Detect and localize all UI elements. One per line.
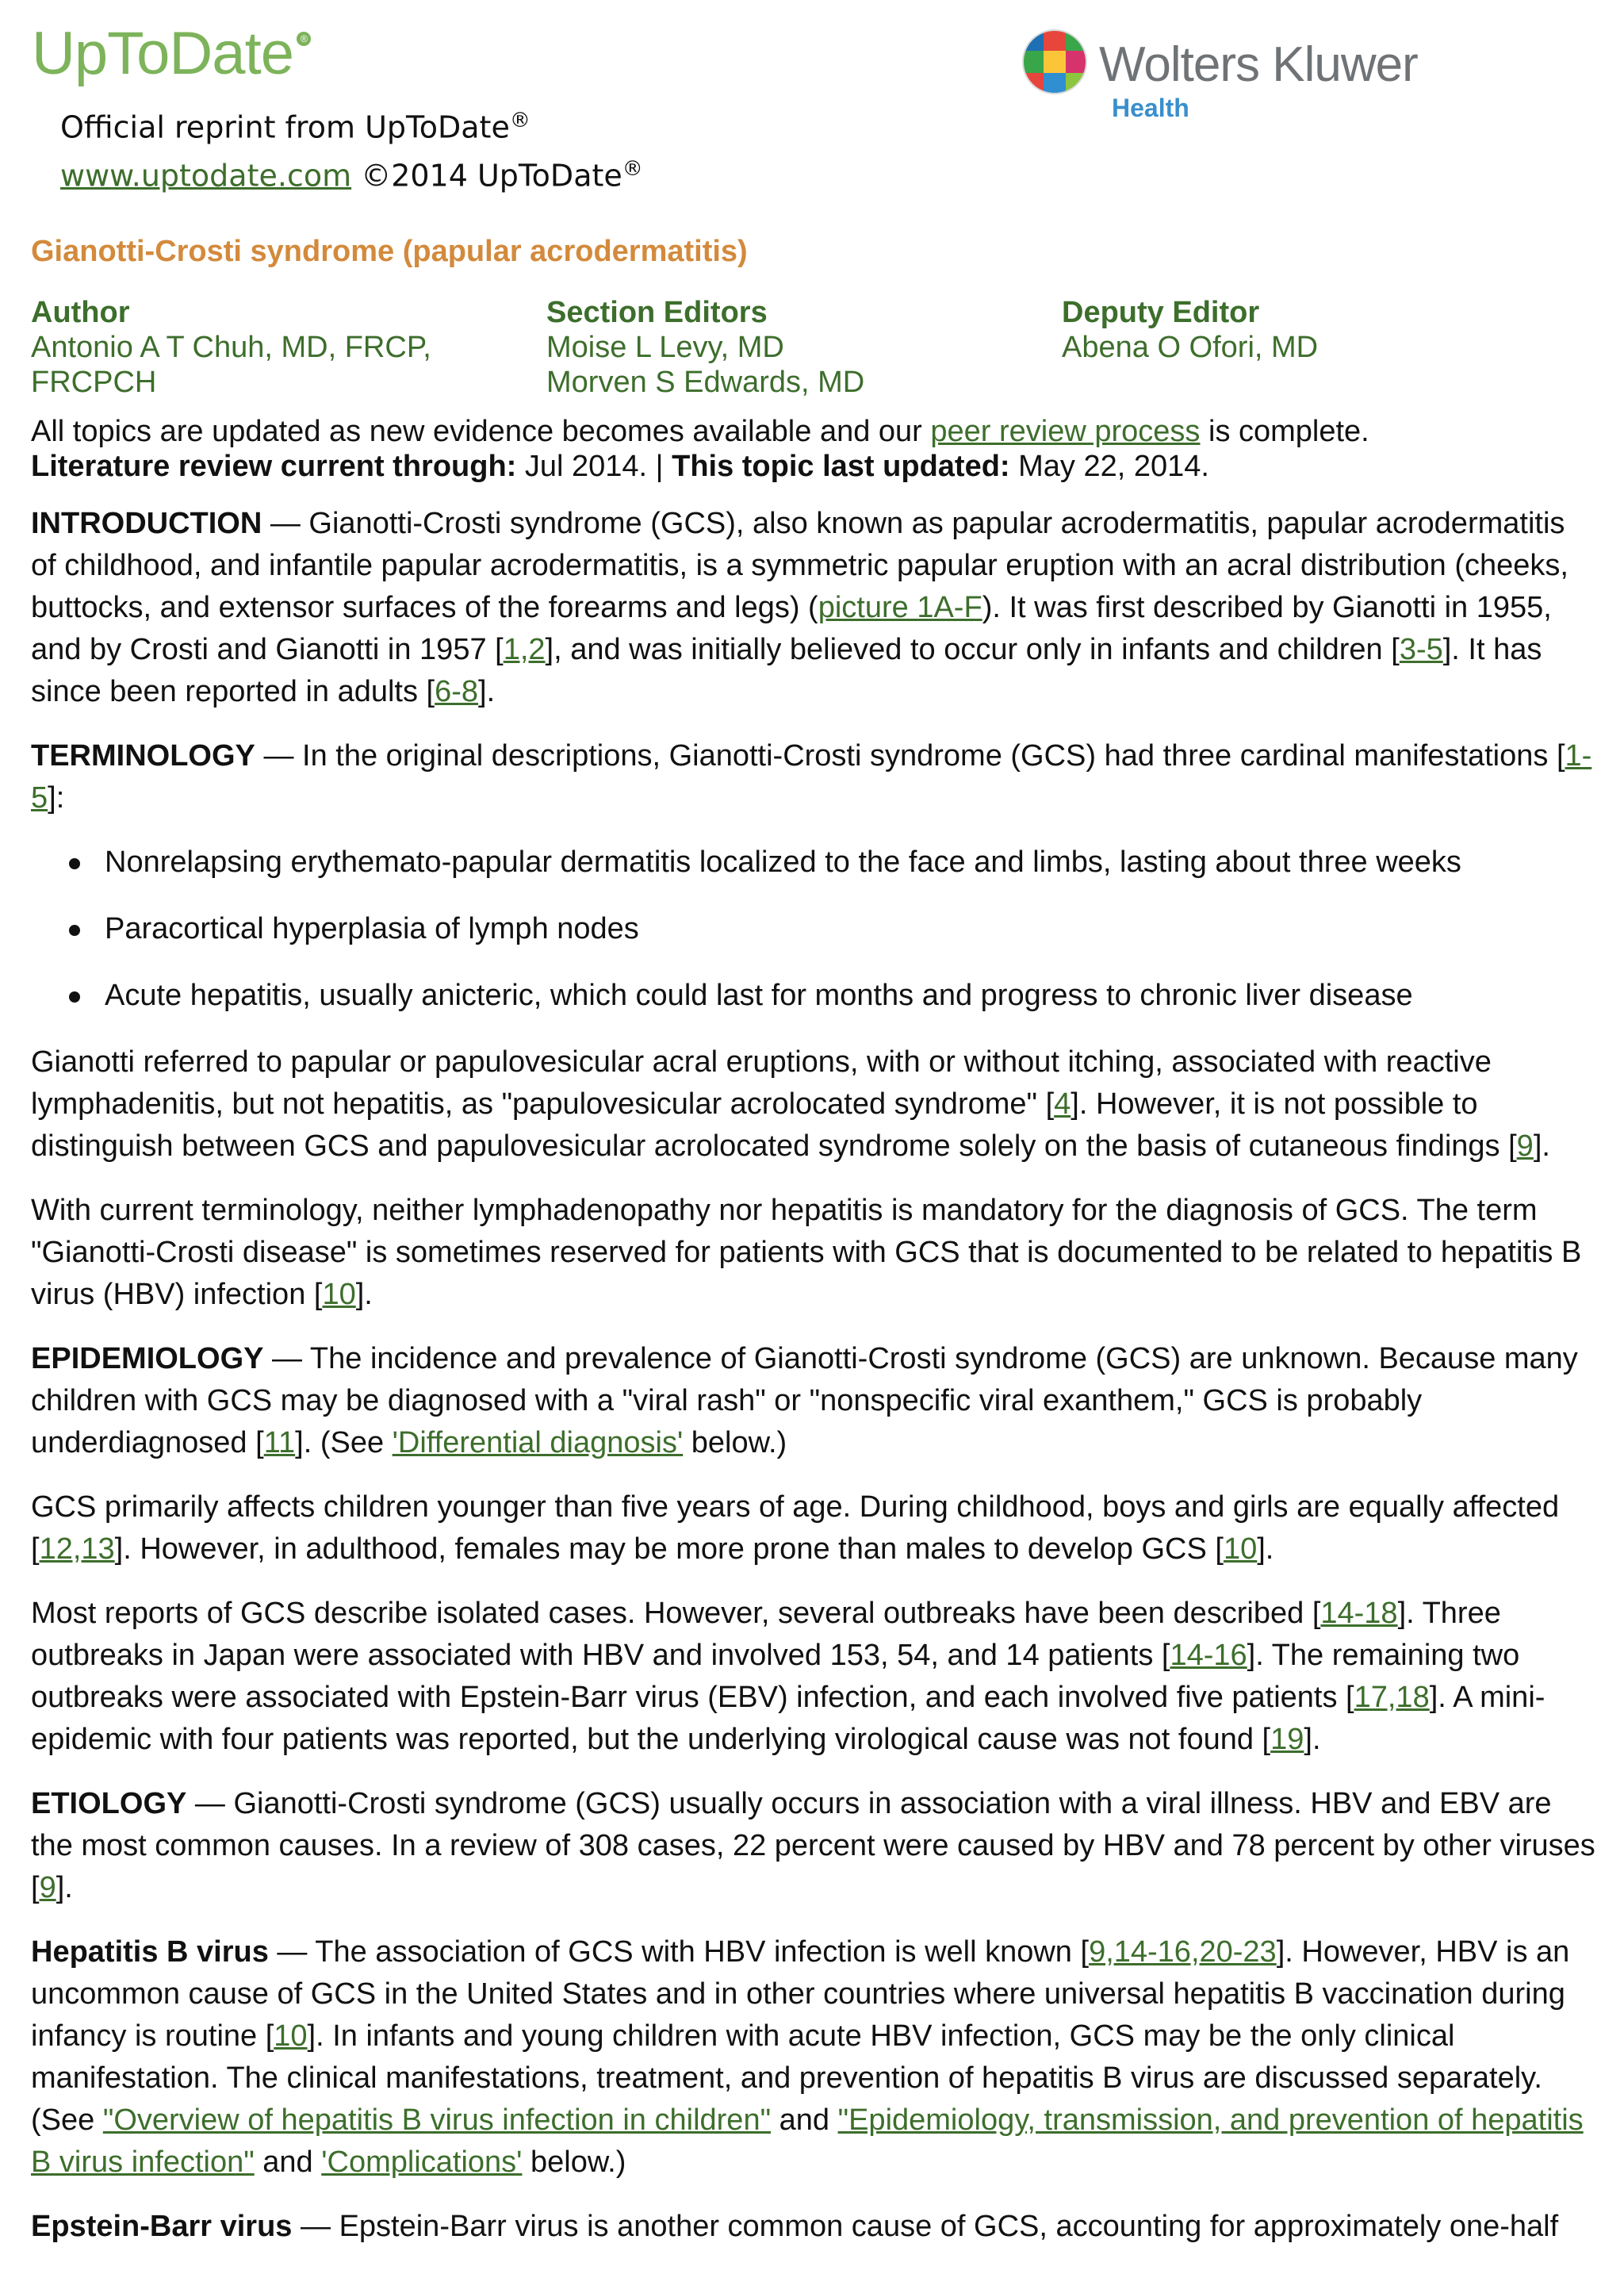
list-item: Paracortical hyperplasia of lymph nodes bbox=[31, 908, 1597, 950]
section-editor-name[interactable]: Moise L Levy, MD bbox=[546, 331, 784, 364]
body-text: ]. However, in adulthood, females may be more prone than males to develop GCS [ bbox=[114, 1532, 1224, 1566]
body-text: ]. Three outbreaks in Japan were associated with HBV and involved 153, 54, and 14 patients [ bbox=[31, 1597, 1501, 1672]
topic-link[interactable]: "Overview of hepatitis B virus infection in children" bbox=[102, 2103, 772, 2137]
deputy-editor-name[interactable]: Abena O Ofori, MD bbox=[1062, 331, 1319, 364]
body-text: Most reports of GCS describe isolated cases. However, several outbreaks have been described [ bbox=[31, 1597, 1321, 1630]
section-heading: ETIOLOGY bbox=[31, 1787, 187, 1820]
lit-review-label: Literature review current through: bbox=[31, 450, 517, 483]
complications-link[interactable]: 'Complications' bbox=[321, 2146, 523, 2179]
review-dates-line bbox=[31, 449, 1597, 484]
site-link[interactable]: www.uptodate.com bbox=[60, 158, 352, 194]
body-text: — The association of GCS with HBV infection is well known [ bbox=[268, 1935, 1090, 1969]
lit-review-value: Jul 2014. | bbox=[516, 450, 672, 483]
picture-link[interactable]: picture 1A-F bbox=[818, 591, 982, 624]
terminology-paragraph bbox=[31, 735, 1597, 819]
body-text: ]. A mini-epidemic with four patients was reported, but the underlying virological cause was not found [ bbox=[31, 1681, 1545, 1756]
body-text: ]. However, HBV is an uncommon cause of GCS in the United States and in other countries where universal hepatitis B vaccination during infancy is routine [ bbox=[31, 1935, 1570, 2053]
body-text: With current terminology, neither lymphadenopathy nor hepatitis is mandatory for the diagnosis of GCS. The term "Gianotti-Crosti disease" is sometimes reserved for patients with GCS that is documented to be related to hepatitis B virus (HBV) infection [ bbox=[31, 1194, 1582, 1311]
epstein-barr-paragraph bbox=[31, 2206, 1597, 2248]
registered-mark-icon: ® bbox=[622, 156, 643, 181]
body-text: ]: bbox=[48, 781, 65, 815]
body-text: ]. bbox=[1304, 1723, 1321, 1756]
reference-link[interactable]: 19 bbox=[1270, 1723, 1304, 1756]
body-text: — In the original descriptions, Gianotti-Crosti syndrome (GCS) had three cardinal manifestations [ bbox=[255, 739, 1565, 773]
update-note-line bbox=[31, 414, 1597, 449]
article-title: Gianotti-Crosti syndrome (papular acrodermatitis) bbox=[31, 235, 748, 268]
section-heading: EPIDEMIOLOGY bbox=[31, 1342, 264, 1375]
deputy-editor-column bbox=[1062, 295, 1577, 400]
contributors-block bbox=[31, 295, 1597, 400]
body-text: ]. bbox=[355, 1278, 373, 1311]
reference-link[interactable]: 9 bbox=[1516, 1129, 1534, 1163]
reference-link[interactable]: 10 bbox=[322, 1278, 356, 1311]
subsection-heading: Epstein-Barr virus bbox=[31, 2210, 293, 2243]
introduction-paragraph bbox=[31, 503, 1597, 713]
body-text: — The incidence and prevalence of Gianotti-Crosti syndrome (GCS) are unknown. Because many children with GCS may be diagnosed with a "viral rash" or "nonspecific viral exanthem," GCS is probably underdiagnosed [ bbox=[31, 1342, 1578, 1459]
last-updated-label: This topic last updated: bbox=[672, 450, 1010, 483]
article-content bbox=[31, 230, 1597, 2270]
hepatitis-b-paragraph bbox=[31, 1931, 1597, 2184]
reference-link[interactable]: 12,13 bbox=[39, 1532, 115, 1566]
body-text: below.) bbox=[522, 2146, 626, 2179]
deputy-editor-heading: Deputy Editor bbox=[1062, 296, 1260, 329]
section-heading: TERMINOLOGY bbox=[31, 739, 255, 773]
body-text: ]. bbox=[56, 1871, 73, 1904]
copyright-text: ©2014 UpToDate bbox=[361, 158, 622, 194]
body-text: and bbox=[771, 2103, 838, 2137]
body-text: — Gianotti-Crosti syndrome (GCS), also known as papular acrodermatitis, papular acrodermatitis of childhood, and infantile papular acrodermatitis, is a symmetric papular eruption with an acral distribution (cheeks, buttocks, and extensor surfaces of the forearms and legs) ( bbox=[31, 507, 1568, 624]
copyright-row bbox=[60, 148, 643, 197]
body-text: Gianotti referred to papular or papulovesicular acral eruptions, with or without itching, associated with reactive lymphadenitis, but not hepatitis, as "papulovesicular acrolocated syndrome" [ bbox=[31, 1045, 1492, 1121]
reference-link[interactable]: 14-16 bbox=[1170, 1639, 1247, 1672]
author-name-line[interactable]: FRCPCH bbox=[31, 366, 157, 399]
author-name-line[interactable]: Antonio A T Chuh, MD, FRCP, bbox=[31, 331, 431, 364]
subsection-heading: Hepatitis B virus bbox=[31, 1935, 269, 1969]
wolters-kluwer-globe-icon bbox=[1021, 29, 1088, 95]
uptodate-logo bbox=[32, 20, 311, 87]
reference-link[interactable]: 10 bbox=[274, 2019, 308, 2053]
body-text: — Epstein-Barr virus is another common cause of GCS, accounting for approximately one-half bbox=[292, 2210, 1559, 2243]
reprint-line-row bbox=[60, 100, 643, 148]
terminology-paragraph-2 bbox=[31, 1041, 1597, 1168]
epidemiology-paragraph-3 bbox=[31, 1593, 1597, 1761]
reference-link[interactable]: 4 bbox=[1054, 1087, 1071, 1121]
body-text: ]. In infants and young children with acute HBV infection, GCS may be the only clinical manifestation. The clinical manifestations, treatment, and prevention of hepatitis B virus are discussed separately. (See bbox=[31, 2019, 1542, 2137]
epidemiology-paragraph bbox=[31, 1338, 1597, 1464]
update-note-text: is complete. bbox=[1200, 415, 1369, 448]
body-text: — Gianotti-Crosti syndrome (GCS) usually occurs in association with a viral illness. HBV and EBV are the most common causes. In a review of 308 cases, 22 percent were caused by HBV and 78 percent by other viruses [ bbox=[31, 1787, 1595, 1904]
body-text: GCS primarily affects children younger than five years of age. During childhood, boys and girls are equally affected [ bbox=[31, 1490, 1560, 1566]
reference-link[interactable]: 9 bbox=[39, 1871, 56, 1904]
last-updated-value: May 22, 2014. bbox=[1009, 450, 1209, 483]
body-text: ], and was initially believed to occur only in infants and children [ bbox=[545, 633, 1400, 666]
reprint-notice bbox=[60, 100, 643, 196]
body-text: below.) bbox=[683, 1426, 787, 1459]
list-item: Acute hepatitis, usually anicteric, which could last for months and progress to chronic liver disease bbox=[31, 975, 1597, 1017]
brand-name: UpToDate bbox=[32, 20, 293, 87]
body-text: ]. (See bbox=[295, 1426, 393, 1459]
reference-link[interactable]: 17,18 bbox=[1354, 1681, 1430, 1714]
registered-mark-icon: ® bbox=[297, 32, 311, 46]
update-note-text: All topics are updated as new evidence becomes available and our bbox=[31, 415, 931, 448]
body-text: and bbox=[254, 2146, 322, 2179]
body-text: ]. It has since been reported in adults [ bbox=[31, 633, 1542, 708]
differential-diagnosis-link[interactable]: 'Differential diagnosis' bbox=[392, 1426, 684, 1459]
body-text: ]. bbox=[1533, 1129, 1550, 1163]
epidemiology-paragraph-2 bbox=[31, 1486, 1597, 1570]
publisher-division: Health bbox=[1112, 94, 1189, 122]
reference-link[interactable]: 9,14-16,20-23 bbox=[1089, 1935, 1277, 1969]
author-heading: Author bbox=[31, 296, 130, 329]
reference-link[interactable]: 11 bbox=[263, 1426, 296, 1459]
section-editor-name[interactable]: Morven S Edwards, MD bbox=[546, 366, 865, 399]
section-editors-heading: Section Editors bbox=[546, 296, 768, 329]
reference-link[interactable]: 10 bbox=[1223, 1532, 1258, 1566]
terminology-paragraph-3 bbox=[31, 1190, 1597, 1316]
body-text: ]. bbox=[1257, 1532, 1274, 1566]
list-item: Nonrelapsing erythemato-papular dermatitis localized to the face and limbs, lasting about three weeks bbox=[31, 842, 1597, 884]
reference-link[interactable]: 1,2 bbox=[503, 633, 546, 666]
topic-link[interactable]: "Epidemiology, transmission, and prevention of hepatitis B virus infection" bbox=[31, 2103, 1584, 2179]
body-text: ]. bbox=[478, 675, 496, 708]
publisher-name: Wolters Kluwer bbox=[1099, 37, 1418, 92]
cardinal-manifestations-list bbox=[31, 842, 1597, 1017]
section-editors-column bbox=[546, 295, 1062, 400]
reference-link[interactable]: 3-5 bbox=[1399, 633, 1443, 666]
wolters-kluwer-logo bbox=[1021, 29, 1450, 132]
peer-review-link[interactable]: peer review process bbox=[930, 415, 1201, 448]
update-note bbox=[31, 414, 1597, 484]
reference-link[interactable]: 14-18 bbox=[1320, 1597, 1398, 1630]
body-text: ]. However, it is not possible to distinguish between GCS and papulovesicular acrolocated syndrome solely on the basis of cutaneous findings [ bbox=[31, 1087, 1517, 1163]
registered-mark-icon: ® bbox=[509, 109, 530, 132]
author-column bbox=[31, 295, 546, 400]
reprint-line: Official reprint from UpToDate bbox=[60, 109, 510, 145]
body-text: ). It was first described by Gianotti in 1955, and by Crosti and Gianotti in 1957 [ bbox=[31, 591, 1552, 666]
section-heading: INTRODUCTION bbox=[31, 507, 262, 540]
reference-link[interactable]: 1-5 bbox=[31, 739, 1592, 815]
reference-link[interactable]: 6-8 bbox=[435, 675, 479, 708]
body-text: ]. The remaining two outbreaks were associated with Epstein-Barr virus (EBV) infection, and each involved five patients [ bbox=[31, 1639, 1520, 1714]
etiology-paragraph bbox=[31, 1783, 1597, 1909]
